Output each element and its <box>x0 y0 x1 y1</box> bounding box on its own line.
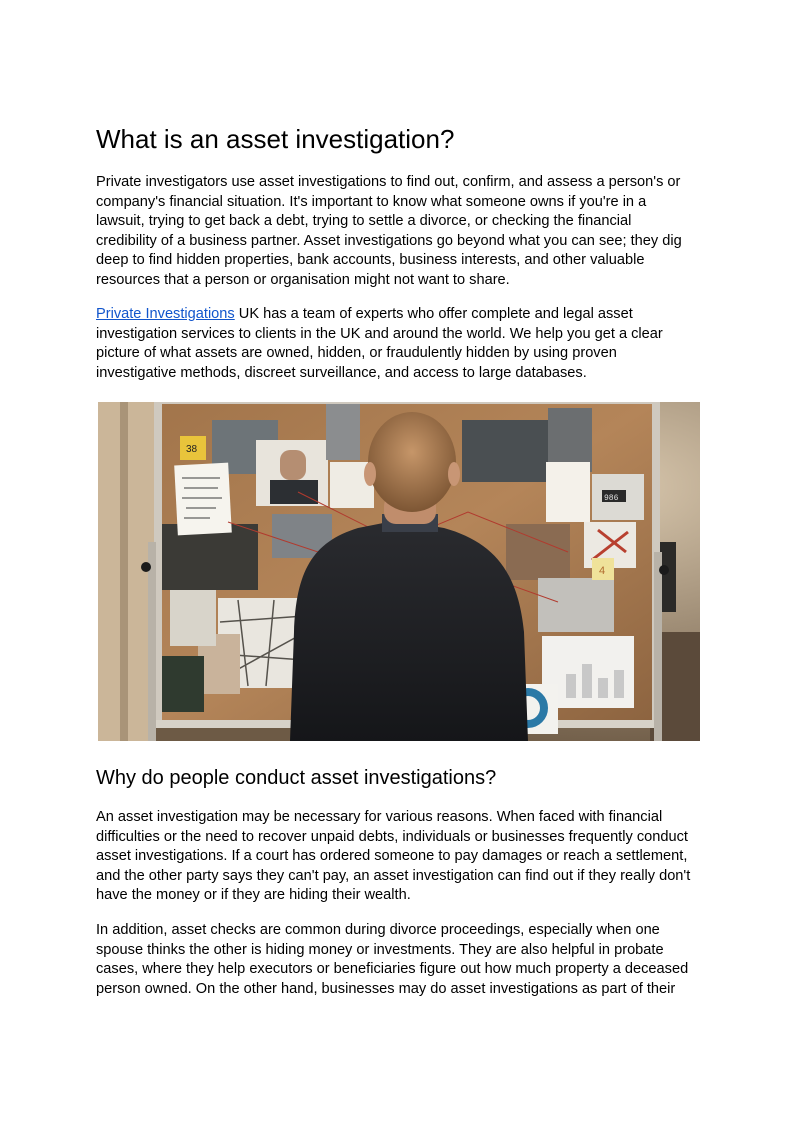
man-ear <box>448 462 460 486</box>
pinned-note-handwritten <box>546 462 590 522</box>
device-readout: 986 <box>604 494 619 503</box>
text-line: resources that a person or organisation might not want to share. <box>96 271 510 288</box>
text-line: deep to find hidden properties, bank accounts, business interests, and other valuable <box>96 252 645 268</box>
text-line: investigative methods, discreet surveillance, and access to large databases. <box>96 364 587 381</box>
stand-knob-right <box>659 565 669 575</box>
man-head <box>368 412 456 512</box>
pinned-photo-room <box>462 420 548 482</box>
portrait-face <box>280 450 306 480</box>
chart-bar <box>598 678 608 698</box>
sticky-note-label: 4 <box>599 565 606 577</box>
text-line: spouse thinks the other is hiding money or investments. They are also helpful in probate <box>96 941 664 958</box>
reasons-paragraph <box>96 808 690 906</box>
text-line: lawsuit, trying to get back a debt, trying to settle a divorce, or checking the financial <box>96 213 632 229</box>
pinned-photo-building <box>538 578 614 632</box>
text-line-rest: UK has a team of experts who offer complete and legal asset <box>234 306 633 322</box>
text-line: Private investigators use asset investigations to find out, confirm, and assess a person's or <box>96 174 681 190</box>
chart-bar <box>614 670 624 698</box>
text-line: picture of what assets are owned, hidden, or fraudulently hidden by using proven <box>96 345 617 361</box>
text-line: asset investigations. If a court has ordered someone to pay damages or reach a settlement, <box>96 848 688 864</box>
text-line: An asset investigation may be necessary for various reasons. When faced with financial <box>96 809 663 825</box>
pinned-photo-hands <box>506 524 570 580</box>
section-heading: Why do people conduct asset investigations? <box>96 767 497 789</box>
text-line: In addition, asset checks are common during divorce proceedings, especially when one <box>96 922 660 938</box>
stand-left <box>148 542 156 741</box>
man-ear <box>364 462 376 486</box>
pinned-photo-forest <box>162 656 204 712</box>
intro-paragraph <box>96 173 682 290</box>
portrait-body <box>270 480 318 504</box>
stand-knob-left <box>141 562 151 572</box>
sticky-note-label: 38 <box>186 444 198 455</box>
text-line: and the other party says they can't pay, an asset investigation can find out if they really don't <box>96 867 691 884</box>
pinned-doc <box>170 590 216 646</box>
text-line: cases, where they help executors or beneficiaries figure out how much property a deceased <box>96 961 689 977</box>
wall-edge <box>120 402 128 741</box>
text-line: credibility of a business partner. Asset investigations go beyond what you can see; they dig <box>96 232 682 249</box>
services-paragraph <box>96 305 663 383</box>
text-line: company's financial situation. It's important to know what someone owns if you're in a <box>96 193 647 210</box>
pinned-photo-city <box>326 404 360 460</box>
text-line: investigation services to clients in the UK and around the world. We help you get a clear <box>96 325 663 342</box>
text-line: difficulties or the need to recover unpaid debts, individuals or businesses frequently conduct <box>96 828 688 845</box>
handwritten-note <box>174 463 232 536</box>
text-line: person owned. On the other hand, businesses may do asset investigations as part of their <box>96 980 676 997</box>
chart-bar <box>566 674 576 698</box>
pinned-photo-car <box>162 524 258 590</box>
text-line <box>96 305 663 325</box>
private-investigations-link[interactable]: Private Investigations <box>96 306 235 322</box>
chart-bar <box>582 664 592 698</box>
divorce-paragraph <box>96 921 688 999</box>
page-title: What is an asset investigation? <box>96 124 455 154</box>
detective-evidence-board-photo <box>98 402 700 741</box>
text-line: have the money or if they are hiding their wealth. <box>96 887 411 903</box>
stand-right <box>654 552 662 741</box>
